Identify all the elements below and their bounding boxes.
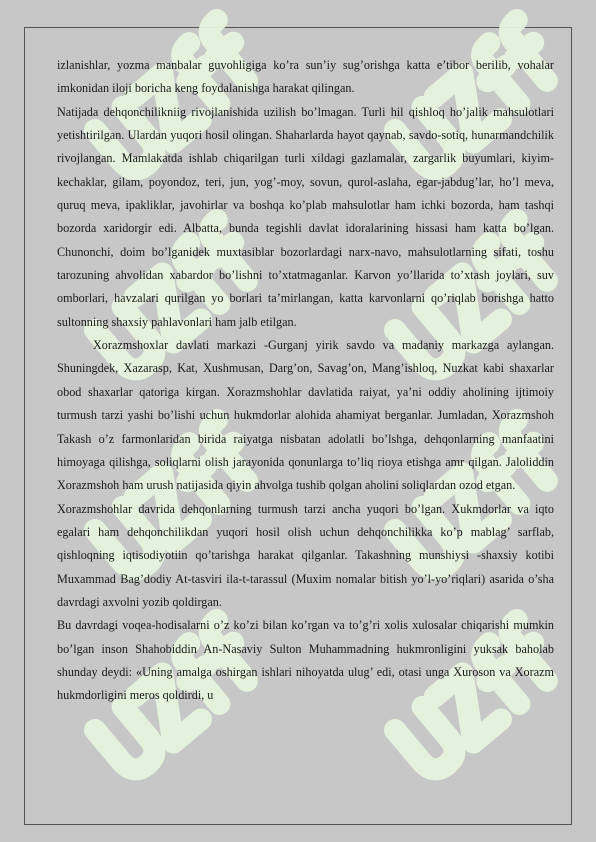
paragraph-1: izlanishlar, yozma manbalar guvohligiga ko’ra sun’iy sug’orishga katta e’tibor berilib, vohalar imkonidan iloji boricha keng foydalanishga harakat qilingan.	[57, 58, 554, 96]
paragraph-2: Natijada dehqonchilikniig rivojlanishida uzilish bo’lmagan. Turli hil qishloq ho’jalik mahsulotlari yetishtirilgan. Ulardan yuqori hosil olingan. Shaharlarda hayot qaynab, savdo-sotiq, hunarmandchilik rivojlangan. Mamlakatda ishlab chiqarilgan turli xildagi gazlamalar, zargarlik buyumlari, kiyim- kechaklar, gilam, poyondoz, teri, jun, yog’-moy, sovun, qurol-aslaha, egar-jabdug’lar, ho’l meva, quruq meva, ipakliklar, javohirlar va boshqa ko’plab mahsulotlar ham ichki bozorda, ham tashqi bozorda xaridorgir edi. Albatta, bunda tegishli davlat idoralarining hissasi ham katta bo’lgan. Chunonchi, doim bo’lganidek muxtasiblar bozorlardagi narx-navo, mahsulotlarning sifati, toshu tarozuning ahvolidan xabardor bo’lishni to’xtatmaganlar. Karvon yo’llarida to’xtash joylari, suv omborlari, havzalari qurilgan yo borlari ta’mirlangan, katta karvonlarni qo’riqlab borishga hatto sultonning shaxsiy pahlavonlari ham jalb etilgan.	[57, 104, 554, 329]
document-body	[57, 54, 554, 708]
paragraph-4: Xorazmshohlar davrida dehqonlarning turmush tarzi ancha yuqori bo’lgan. Xukmdorlar va iqto egalari ham dehqonchilikdan yuqori hosil olish uchun dehqonchilikka ko’p mablag’ sarflab, qishloqning iqtisodiyotiin qo’tarishga harakat qilganlar. Takashning munshiysi -shaxsiy kotibi Muxammad Bag’dodiy At-tasviri ila-t-tarassul (Muxim nomalar bitish yo’l-yo’riqlari) asarida o’sha davrdagi axvolni yozib qoldirgan.	[57, 501, 554, 609]
paragraph-5: Bu davrdagi voqea-hodisalarni o’z ko’zi bilan ko’rgan va to’g’ri xolis xulosalar chiqarishi mumkin bo’lgan inson Shahobiddin An-Nasaviy Sulton Muhammadning hukmronligini yuksak baholab shunday deydi: «Uning amalga oshirgan ishlari nihoyatda ulug’ edi, otasi unga Xuroson va Xorazm hukmdorligini meros qoldirdi, u	[57, 618, 554, 703]
paragraph-3: Xorazmshoxlar davlati markazi -Gurganj yirik savdo va madaniy markazga aylangan. Shuningdek, Xazarasp, Kat, Xushmusan, Darg’on, Savag’on, Mang’ishloq, Nuzkat kabi shaxarlar obod shaxarlar qatoriga kirgan. Xorazmshohlar davlatida raiyat, ya’ni oddiy aholining ijtimoiy turmush tarzi yashi bo’lishi uchun hukmdorlar alohida ahamiyat berganlar. Jumladan, Xorazmshoh Takash o’z farmonlaridan birida raiyatga nisbatan adolatli bo’lshga, dehqonlarning manfaatini himoyaga qilishga, soliqlarni olish jarayonida qonunlarga to’liq rioya etishga amr qilgan. Jaloliddin Xorazmshoh ham urush natijasida qiyin ahvolga tushib qolgan aholini soliqlardan ozod etgan.	[57, 338, 554, 493]
